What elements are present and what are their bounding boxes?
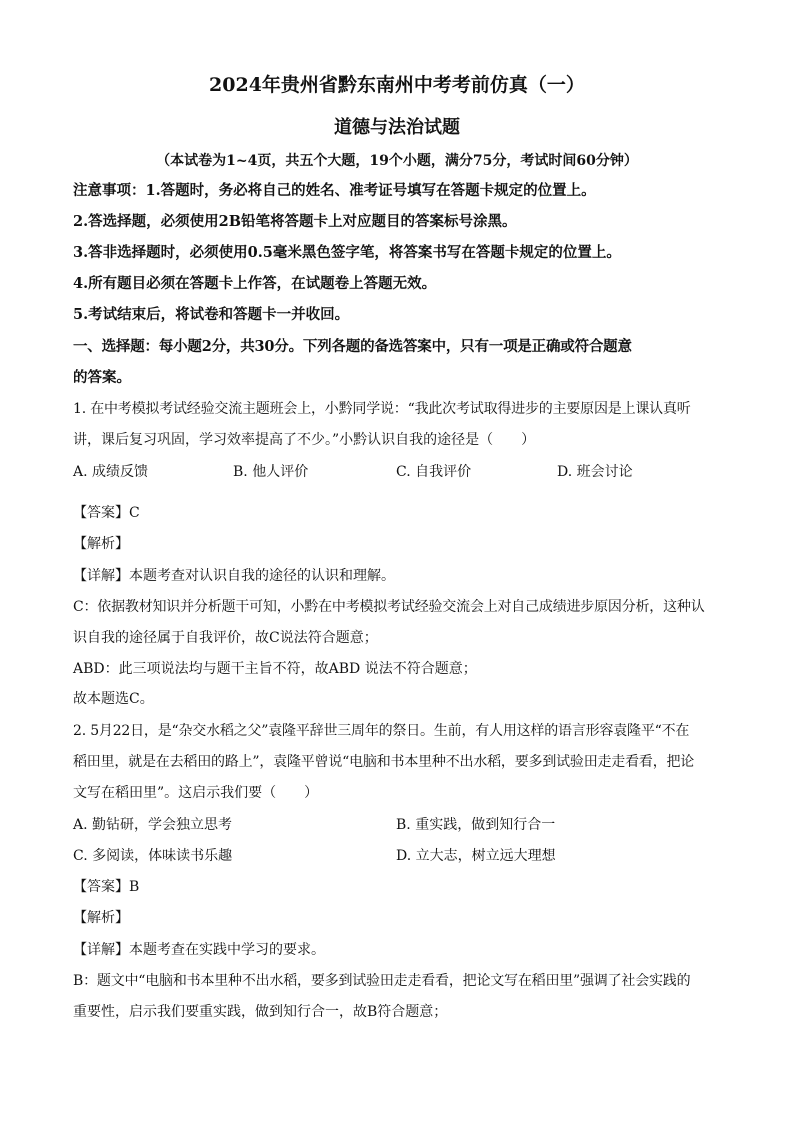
q2-analysis-tag: 【解析】: [73, 910, 129, 926]
q2-detail: 【详解】本题考查在实践中学习的要求。: [73, 942, 325, 958]
note-4: 4.所有题目必须在答题卡上作答，在试题卷上答题无效。: [73, 275, 437, 292]
q1-detail: 【详解】本题考查对认识自我的途径的认识和理解。: [73, 568, 395, 584]
note-2: 2.答选择题，必须使用2B铅笔将答题卡上对应题目的答案标号涂黑。: [73, 213, 517, 230]
note-3: 3.答非选择题时，必须使用0.5毫米黑色签字笔，将答案书写在答题卡规定的位置上。: [73, 244, 621, 261]
q2-analysis-b-1: B：题文中“电脑和书本里种不出水稻，要多到试验田走走看看，把论文写在稻田里”强调了社会实践的: [73, 973, 691, 989]
section-heading: 一、选择题：每小题2分，共30分。下列各题的备选答案中，只有一项是正确或符合题意: [73, 338, 632, 355]
note-5: 5.考试结束后，将试卷和答题卡一并收回。: [73, 306, 350, 323]
note-1: 注意事项：1.答题时，务必将自己的姓名、准考证号填写在答题卡规定的位置上。: [73, 182, 596, 199]
q1-stem-line-1: 1. 在中考模拟考试经验交流主题班会上，小黔同学说：“我此次考试取得进步的主要原因是上课认真听: [73, 401, 691, 417]
q2-analysis-b-2: 重要性，启示我们要重实践，做到知行合一，故B符合题意；: [73, 1004, 448, 1020]
q2-option-c: C. 多阅读，体味读书乐趣: [73, 848, 233, 864]
exam-info: （本试卷为1~4页，共五个大题，19个小题，满分75分，考试时间60分钟）: [156, 153, 638, 169]
q2-stem-line-3: 文写在稻田里”。这启示我们要（ ）: [73, 785, 319, 801]
q1-answer: 【答案】C: [73, 505, 140, 521]
q1-option-d: D. 班会讨论: [557, 464, 633, 480]
q2-option-d: D. 立大志，树立远大理想: [396, 848, 556, 864]
q2-option-a: A. 勤钻研，学会独立思考: [73, 817, 233, 833]
q2-stem-line-1: 2. 5月22日，是“杂交水稻之父”袁隆平辞世三周年的祭日。生前，有人用这样的语言形容袁隆平“不在: [73, 723, 690, 739]
q1-option-b: B. 他人评价: [233, 464, 309, 480]
page-title: 2024年贵州省黔东南州中考考前仿真（一）: [209, 74, 585, 96]
q1-analysis-abd: ABD：此三项说法均与题干主旨不符，故ABD 说法不符合题意；: [73, 661, 477, 677]
q1-analysis-c-2: 识自我的途径属于自我评价，故C说法符合题意；: [73, 630, 378, 646]
q1-analysis-tag: 【解析】: [73, 536, 129, 552]
section-heading-cont: 的答案。: [73, 369, 131, 386]
q2-stem-line-2: 稻田里，就是在去稻田的路上”，袁隆平曾说“电脑和书本里种不出水稻，要多到试验田走走看看，把论: [73, 754, 695, 770]
q1-stem-line-2: 讲，课后复习巩固，学习效率提高了不少。”小黔认识自我的途径是（ ）: [73, 432, 536, 448]
q1-option-c: C. 自我评价: [396, 464, 472, 480]
q2-option-b: B. 重实践，做到知行合一: [396, 817, 556, 833]
q2-answer: 【答案】B: [73, 879, 140, 895]
q1-option-a: A. 成绩反馈: [73, 464, 149, 480]
q1-conclusion: 故本题选C。: [73, 691, 154, 707]
page-subtitle: 道德与法治试题: [334, 117, 460, 138]
q1-analysis-c-1: C：依据教材知识并分析题干可知，小黔在中考模拟考试经验交流会上对自己成绩进步原因分析，这种认: [73, 599, 705, 615]
